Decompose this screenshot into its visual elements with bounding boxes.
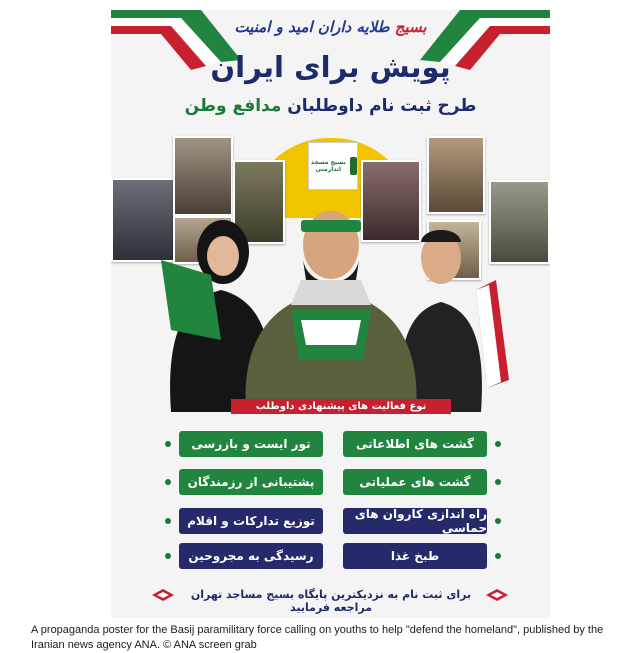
basij-emblem-icon: [350, 157, 357, 175]
activity-supply-distribution: توزیع تدارکات و اقلام: [179, 508, 323, 534]
activity-checkpoint: تور ایست و بازرسی: [179, 431, 323, 457]
bullet-dot-icon: [495, 518, 501, 524]
activity-operational-patrols: گشت های عملیاتی: [343, 469, 487, 495]
activity-types-header: نوع فعالیت های پیشنهادی داوطلب: [231, 399, 451, 414]
volunteers-illustration: [151, 190, 511, 412]
registration-instruction: برای ثبت نام به نزدیکترین پایگاه بسیج مساجد تهران مراجعه فرمایید: [190, 588, 472, 614]
subtitle-accent: مدافع وطن: [184, 96, 282, 116]
activity-care-wounded: رسیدگی به مجروحین: [179, 543, 323, 569]
poster-title: پویش برای ایران: [210, 50, 451, 84]
bullet-dot-icon: [495, 441, 501, 447]
badge-text: بسیج مسجد اندارمنی: [310, 159, 346, 173]
bullet-dot-icon: [165, 553, 171, 559]
activity-support-fighters: پشتیبانی از رزمندگان: [179, 469, 323, 495]
bullet-dot-icon: [495, 553, 501, 559]
activity-intelligence-patrols: گشت های اطلاعاتی: [343, 431, 487, 457]
bullet-dot-icon: [165, 441, 171, 447]
ornament-icon-right: [485, 588, 509, 602]
org-prefix: بسیج: [394, 18, 427, 36]
basij-mosque-badge: [308, 142, 358, 190]
activity-caravans: راه اندازی کاروان های حماسی: [343, 508, 487, 534]
bullet-dot-icon: [495, 479, 501, 485]
organization-logotype: [111, 18, 550, 36]
propaganda-poster: [111, 10, 550, 618]
subtitle-main: طرح ثبت نام داوطلبان: [287, 96, 477, 116]
bullet-dot-icon: [165, 479, 171, 485]
org-name: طلایه داران امید و امنیت: [234, 18, 390, 36]
poster-subtitle: [111, 96, 550, 116]
bullet-dot-icon: [165, 518, 171, 524]
activity-cooking: طبخ غذا: [343, 543, 487, 569]
image-caption: A propaganda poster for the Basij paramilitary force calling on youths to help "defend the homeland", published by the Iranian news agency ANA. © ANA screen grab: [31, 624, 604, 651]
